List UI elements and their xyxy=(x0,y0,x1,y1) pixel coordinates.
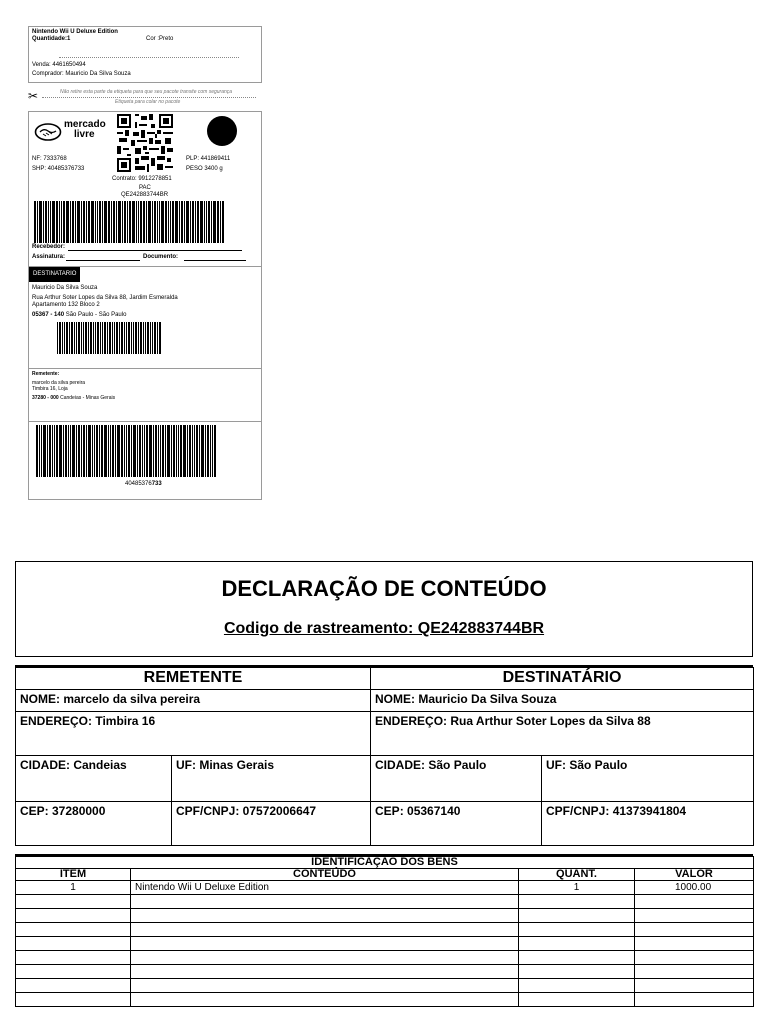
empty-cell xyxy=(519,937,635,951)
empty-cell xyxy=(131,895,519,909)
table-row xyxy=(16,993,754,1007)
sender-name: marcelo da silva pereira xyxy=(32,380,86,386)
recipient-city: São Paulo - São Paulo xyxy=(65,312,127,318)
declaration-header-box xyxy=(15,561,753,657)
declaration-tracking: Codigo de rastreamento: QE242883744BR xyxy=(223,620,545,637)
empty-cell xyxy=(16,937,131,951)
logo-text-2: livre xyxy=(74,129,95,140)
empty-cell xyxy=(519,951,635,965)
empty-cell xyxy=(635,979,754,993)
empty-cell xyxy=(16,951,131,965)
empty-cell xyxy=(519,895,635,909)
empty-cell xyxy=(635,895,754,909)
nf-number: NF: 7333768 xyxy=(32,156,67,162)
bottom-code xyxy=(125,481,162,488)
empty-cell xyxy=(635,937,754,951)
declaration-title: DECLARAÇÃO DE CONTEÚDO xyxy=(221,576,547,601)
receiver-line xyxy=(68,250,242,251)
recipient-city-cell: CIDADE: São Paulo xyxy=(371,756,542,802)
empty-cell xyxy=(131,965,519,979)
recipient-cep-cell: CEP: 05367140 xyxy=(371,802,542,846)
empty-cell xyxy=(131,937,519,951)
col-content: CONTEÚDO xyxy=(131,869,519,881)
divider xyxy=(59,57,239,58)
cut-note: Não retire esta parte da etiqueta para que seu pacote transite com segurança xyxy=(60,89,233,95)
col-item: ITEM xyxy=(16,869,131,881)
recipient-cep: 05367 - 140 xyxy=(32,312,65,318)
sender-cep-line xyxy=(32,395,115,401)
qr-code xyxy=(117,114,173,172)
table-row xyxy=(16,923,754,937)
service-type: PAC xyxy=(139,185,151,191)
item-number: 1 xyxy=(16,881,131,895)
table-row xyxy=(16,909,754,923)
document-line xyxy=(184,260,246,261)
empty-cell xyxy=(16,993,131,1007)
recipient-address-2: Apartamento 132 Bloco 2 xyxy=(32,302,100,308)
table-row xyxy=(16,951,754,965)
empty-cell xyxy=(519,923,635,937)
shp-number: SHP: 40485376733 xyxy=(32,166,85,172)
signature-label: Assinatura: xyxy=(32,254,66,260)
product-name: Nintendo Wii U Deluxe Edition xyxy=(32,29,118,35)
logo-text-1: mercado xyxy=(64,119,106,130)
parties-table xyxy=(15,667,754,846)
recipient-uf-cell: UF: São Paulo xyxy=(542,756,754,802)
receiver-field xyxy=(32,244,242,251)
col-value: VALOR xyxy=(635,869,754,881)
sender-section-header: REMETENTE xyxy=(16,668,371,690)
recipient-header: DESTINATARIO xyxy=(29,267,80,282)
empty-cell xyxy=(16,909,131,923)
order-slip xyxy=(28,26,262,83)
item-value: 1000.00 xyxy=(635,881,754,895)
empty-cell xyxy=(635,909,754,923)
buyer: Comprador: Mauricio Da Silva Souza xyxy=(32,71,131,77)
separator xyxy=(29,421,261,422)
empty-cell xyxy=(519,909,635,923)
empty-cell xyxy=(131,979,519,993)
table-row xyxy=(16,937,754,951)
recipient-cpf-cell: CPF/CNPJ: 41373941804 xyxy=(542,802,754,846)
sender-city-cell: CIDADE: Candeias xyxy=(16,756,172,802)
sender-cpf-cell: CPF/CNPJ: 07572006647 xyxy=(172,802,371,846)
recipient-cep-line xyxy=(32,312,126,319)
empty-cell xyxy=(635,923,754,937)
item-quantity: 1 xyxy=(519,881,635,895)
handshake-icon xyxy=(34,122,62,142)
separator xyxy=(29,368,261,369)
receiver-label: Recebedor: xyxy=(32,244,66,250)
goods-header: IDENTIFICAÇÃO DOS BENS xyxy=(16,857,754,869)
scissors-icon: ✂ xyxy=(28,89,39,103)
empty-cell xyxy=(635,993,754,1007)
recipient-section-header: DESTINATÁRIO xyxy=(371,668,754,690)
plp-number: PLP: 441869411 xyxy=(186,156,231,162)
cep-barcode xyxy=(57,322,162,354)
empty-cell xyxy=(131,993,519,1007)
empty-cell xyxy=(131,923,519,937)
empty-cell xyxy=(519,979,635,993)
mercado-livre-logo xyxy=(34,120,104,144)
goods-table xyxy=(15,856,754,1007)
empty-cell xyxy=(635,951,754,965)
sender-address-cell: ENDEREÇO: Timbira 16 xyxy=(16,712,371,756)
tracking-barcode xyxy=(34,201,225,243)
bottom-barcode xyxy=(36,425,217,477)
empty-cell xyxy=(16,979,131,993)
shipping-label xyxy=(28,111,262,500)
contract-number: Contrato: 9912278851 xyxy=(112,176,172,182)
empty-cell xyxy=(131,951,519,965)
black-dot-marker xyxy=(207,116,237,146)
color: Cor :Preto xyxy=(146,36,174,42)
cut-note-2: Etiqueta para colar no pacote xyxy=(115,99,181,105)
tracking-code: QE242883744BR xyxy=(121,192,169,198)
empty-cell xyxy=(131,909,519,923)
recipient-name: Mauricio Da Silva Souza xyxy=(32,285,98,291)
item-content: Nintendo Wii U Deluxe Edition xyxy=(131,881,519,895)
empty-cell xyxy=(519,993,635,1007)
document-label: Documento: xyxy=(143,254,178,260)
bottom-code-b: 733 xyxy=(151,481,162,487)
empty-cell xyxy=(16,895,131,909)
quantity: Quantidade:1 xyxy=(32,36,71,42)
cut-line xyxy=(42,97,256,98)
empty-cell xyxy=(16,923,131,937)
sender-header: Remetente: xyxy=(32,371,60,377)
sender-city: Candeias - Minas Gerais xyxy=(60,395,116,401)
table-row xyxy=(16,881,754,895)
sender-cep-cell: CEP: 37280000 xyxy=(16,802,172,846)
empty-cell xyxy=(635,965,754,979)
sender-uf-cell: UF: Minas Gerais xyxy=(172,756,371,802)
table-row xyxy=(16,895,754,909)
table-row xyxy=(16,965,754,979)
empty-cell xyxy=(519,965,635,979)
sender-address: Timbira 16, Loja xyxy=(32,386,68,392)
recipient-address-1: Rua Arthur Soter Lopes da Silva 88, Jardim Esmeralda xyxy=(32,295,178,301)
signature-field xyxy=(32,254,246,261)
recipient-name-cell: NOME: Mauricio Da Silva Souza xyxy=(371,690,754,712)
signature-line xyxy=(66,260,140,261)
sender-name-cell: NOME: marcelo da silva pereira xyxy=(16,690,371,712)
sender-cep: 37280 - 000 xyxy=(32,395,59,401)
col-quantity: QUANT. xyxy=(519,869,635,881)
sale-number: Venda: 4461650494 xyxy=(32,62,86,68)
table-row xyxy=(16,979,754,993)
empty-cell xyxy=(16,965,131,979)
weight: PESO 3400 g xyxy=(186,166,223,172)
recipient-address-cell: ENDEREÇO: Rua Arthur Soter Lopes da Silva 88 xyxy=(371,712,754,756)
bottom-code-a: 40485376 xyxy=(125,481,152,487)
